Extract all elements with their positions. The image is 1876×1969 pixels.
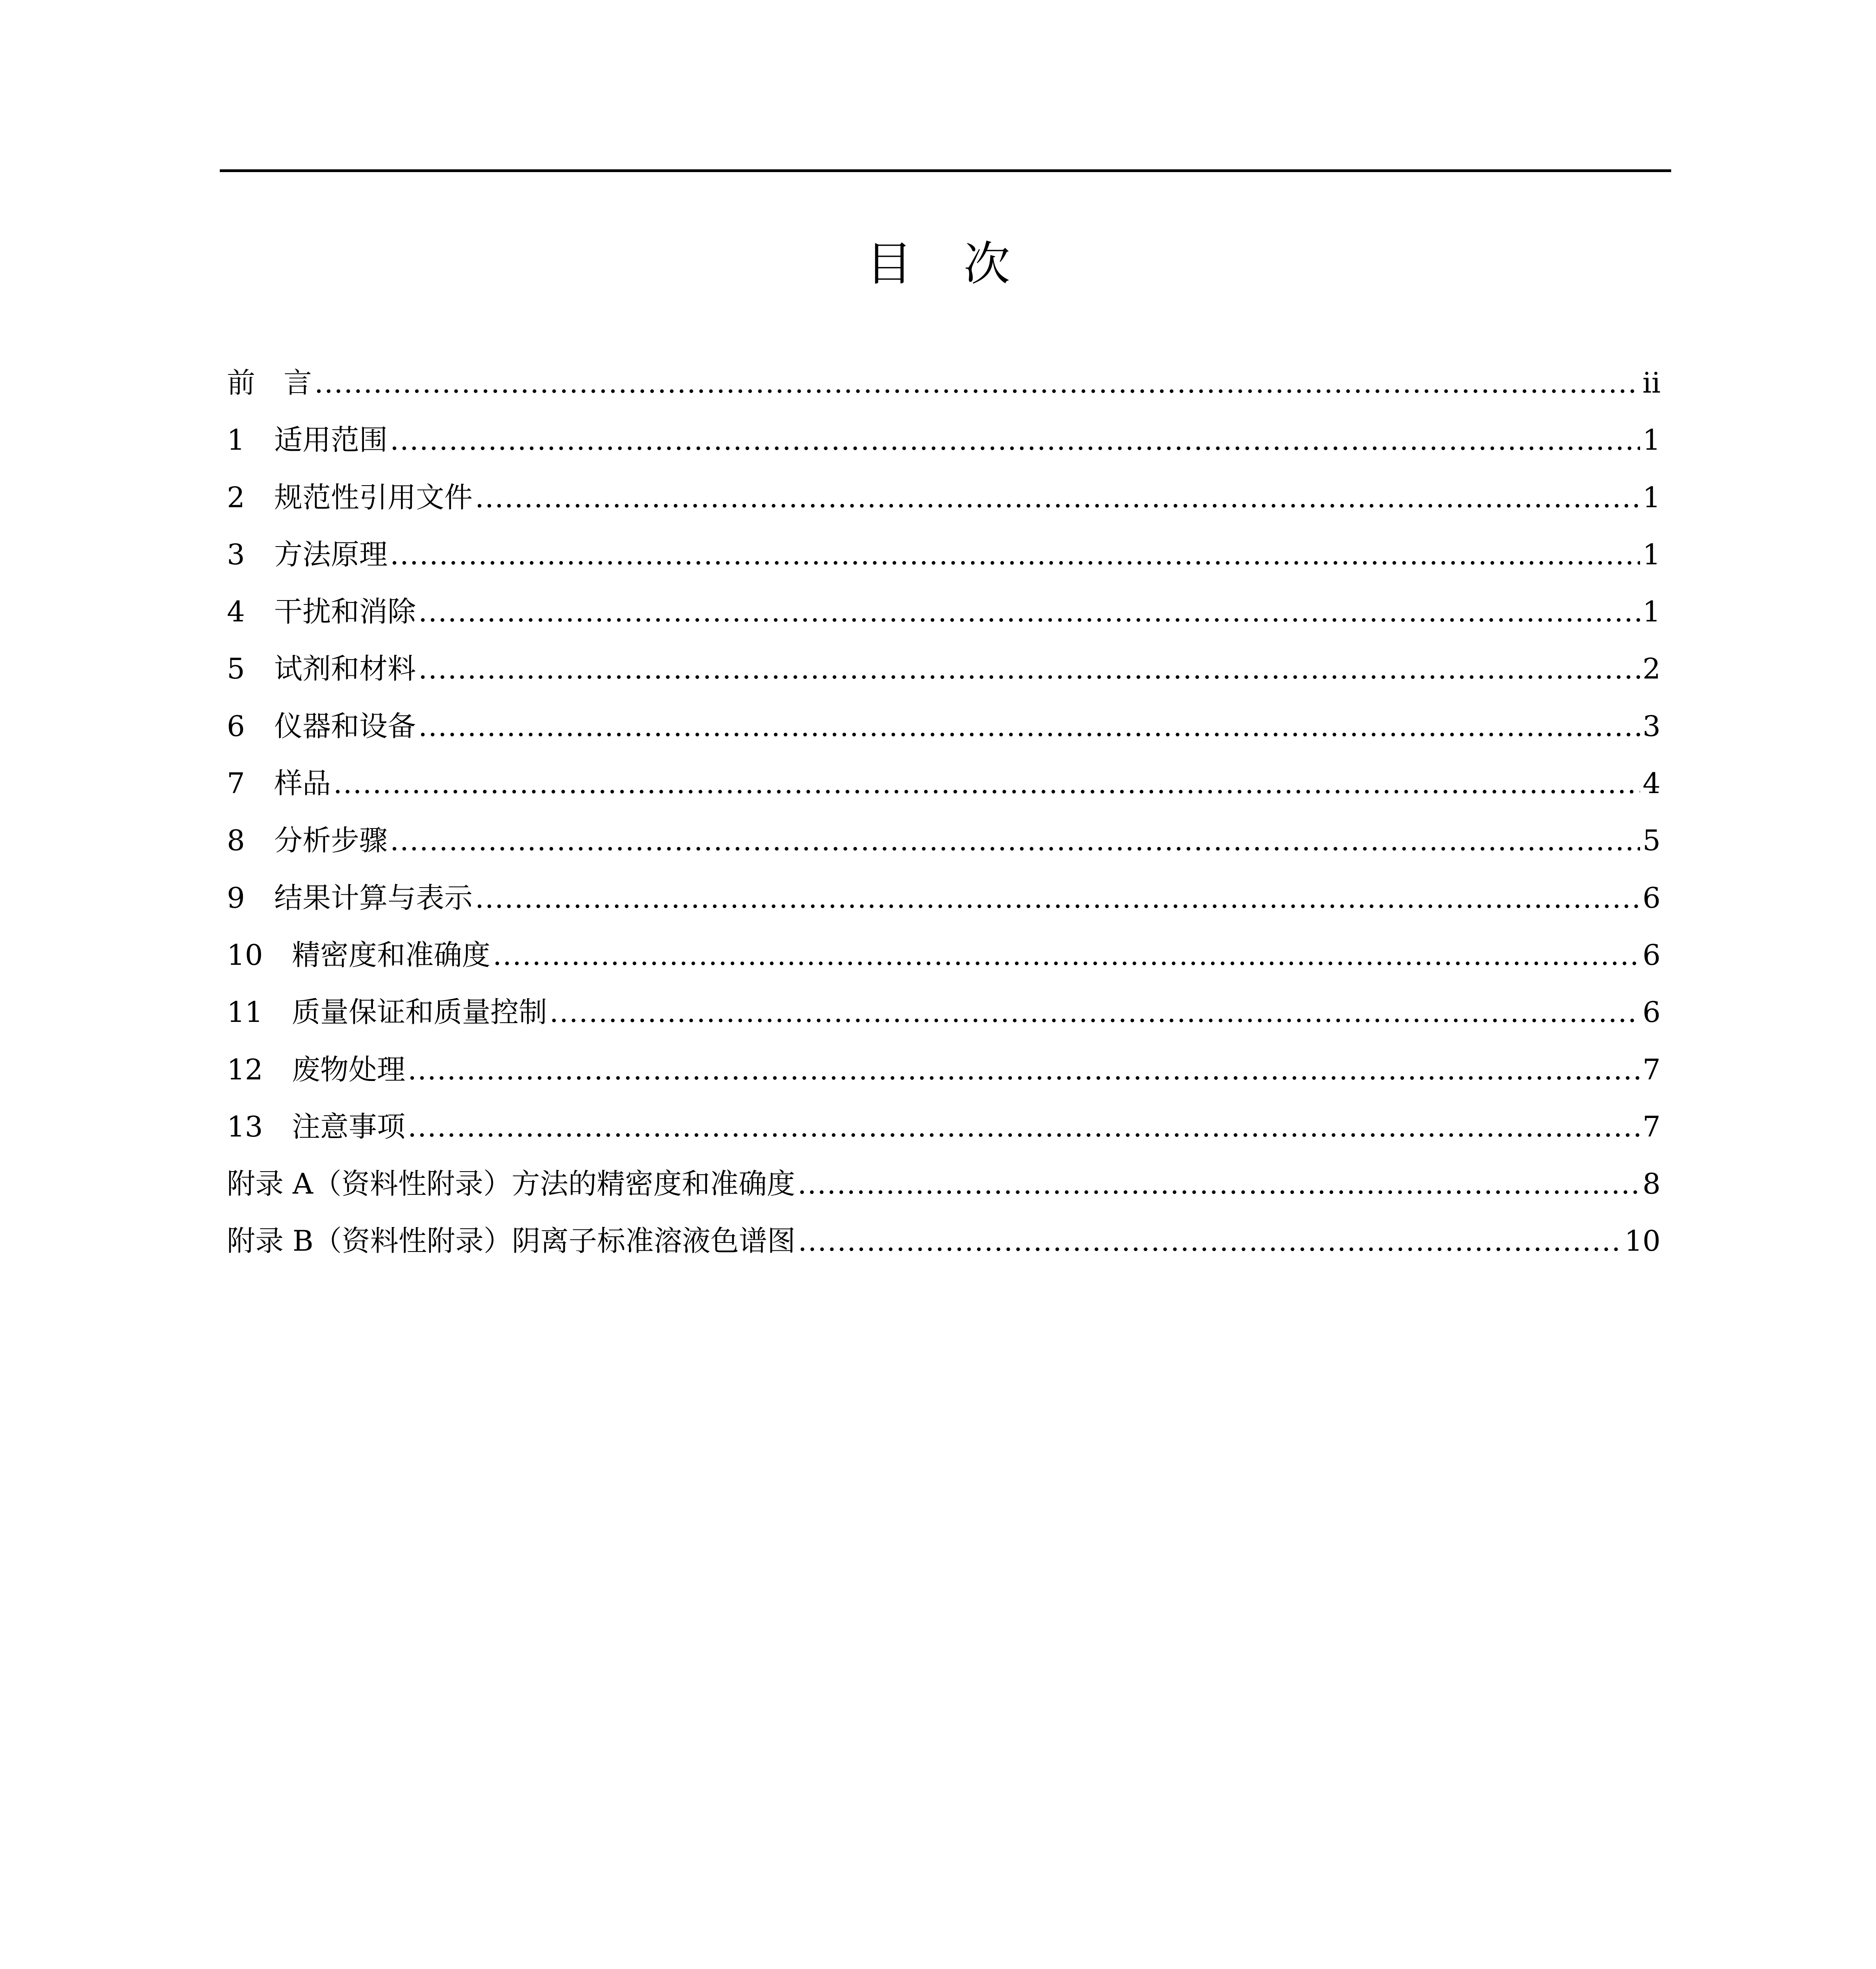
toc-leader: [418, 698, 1640, 755]
toc-entry-label: 注意事项: [292, 1110, 406, 1143]
toc-entry-number: 1: [227, 423, 245, 457]
toc-entry-page: 6: [1642, 938, 1661, 972]
page-title-part-1: 目: [866, 237, 913, 291]
toc-entry-page: 8: [1642, 1167, 1661, 1201]
table-of-contents: [227, 354, 1661, 1270]
toc-entry-page: 2: [1642, 652, 1661, 686]
page-title: [0, 232, 1876, 295]
toc-entry-number: 2: [227, 480, 245, 514]
toc-entry-label: 试剂和材料: [274, 652, 416, 686]
toc-entry-number: 8: [227, 824, 245, 857]
toc-leader: [493, 927, 1640, 984]
toc-leader: [475, 469, 1640, 526]
toc-entry-label: 质量保证和质量控制: [292, 996, 547, 1029]
toc-entry-label: 干扰和消除: [274, 595, 416, 629]
toc-entry-3[interactable]: [227, 526, 1661, 583]
toc-entry-label: 废物处理: [292, 1053, 406, 1086]
toc-leader: [418, 640, 1640, 697]
toc-entry-appendix-a[interactable]: [227, 1155, 1661, 1213]
toc-leader: [390, 812, 1640, 869]
toc-entry-number: 7: [227, 767, 245, 800]
toc-entry-2[interactable]: [227, 469, 1661, 526]
toc-leader: [475, 870, 1640, 927]
toc-entry-9[interactable]: [227, 870, 1661, 927]
toc-entry-page: 5: [1642, 824, 1661, 857]
toc-entry-page: 6: [1642, 996, 1661, 1029]
toc-entry-13[interactable]: [227, 1098, 1661, 1155]
toc-entry-label: 仪器和设备: [274, 709, 416, 743]
toc-leader: [408, 1041, 1640, 1098]
toc-entry-label: 规范性引用文件: [274, 480, 473, 514]
header-rule: [220, 169, 1671, 172]
toc-entry-page: 10: [1624, 1224, 1661, 1258]
toc-leader: [390, 412, 1640, 469]
toc-entry-10[interactable]: [227, 927, 1661, 984]
toc-entry-label: 方法原理: [274, 538, 388, 571]
toc-entry-8[interactable]: [227, 812, 1661, 869]
toc-entry-4[interactable]: [227, 583, 1661, 640]
toc-entry-number: 10: [227, 938, 263, 972]
toc-leader: [798, 1213, 1622, 1270]
toc-entry-page: 4: [1642, 767, 1661, 800]
toc-entry-number: 11: [227, 996, 263, 1029]
toc-entry-11[interactable]: [227, 984, 1661, 1041]
toc-entry-label: 样品: [274, 767, 331, 800]
toc-entry-number: 12: [227, 1053, 263, 1086]
toc-entry-5[interactable]: [227, 640, 1661, 697]
toc-entry-page: ii: [1642, 366, 1661, 399]
toc-leader: [314, 354, 1640, 412]
toc-leader: [549, 984, 1640, 1041]
toc-entry-label: 分析步骤: [274, 824, 388, 857]
toc-entry-7[interactable]: [227, 755, 1661, 812]
toc-entry-label: 附录 B（资料性附录）阴离子标准溶液色谱图: [227, 1224, 796, 1258]
toc-entry-number: 9: [227, 881, 245, 914]
toc-entry-number: 3: [227, 538, 245, 571]
toc-entry-6[interactable]: [227, 698, 1661, 755]
toc-entry-page: 1: [1642, 538, 1661, 571]
toc-entry-page: 6: [1642, 881, 1661, 914]
toc-entry-page: 3: [1642, 709, 1661, 743]
toc-entry-foreword[interactable]: [227, 354, 1661, 412]
toc-entry-number: 5: [227, 652, 245, 686]
toc-entry-number: 13: [227, 1110, 263, 1143]
toc-leader: [408, 1098, 1640, 1155]
toc-entry-label: 精密度和准确度: [292, 938, 491, 972]
toc-entry-page: 1: [1642, 595, 1661, 629]
toc-entry-page: 7: [1642, 1110, 1661, 1143]
toc-entry-page: 1: [1642, 480, 1661, 514]
toc-entry-page: 7: [1642, 1053, 1661, 1086]
toc-leader: [333, 755, 1640, 812]
toc-entry-number: 6: [227, 709, 245, 743]
toc-entry-label: 前 言: [227, 366, 312, 399]
toc-entry-1[interactable]: [227, 412, 1661, 469]
toc-entry-12[interactable]: [227, 1041, 1661, 1098]
toc-entry-label: 适用范围: [274, 423, 388, 457]
toc-entry-page: 1: [1642, 423, 1661, 457]
page-title-part-2: 次: [963, 237, 1010, 291]
toc-entry-appendix-b[interactable]: [227, 1213, 1661, 1270]
toc-leader: [390, 526, 1640, 583]
toc-leader: [798, 1155, 1640, 1213]
toc-entry-label: 结果计算与表示: [274, 881, 473, 914]
toc-leader: [418, 583, 1640, 640]
toc-entry-number: 4: [227, 595, 245, 629]
toc-entry-label: 附录 A（资料性附录）方法的精密度和准确度: [227, 1167, 795, 1201]
